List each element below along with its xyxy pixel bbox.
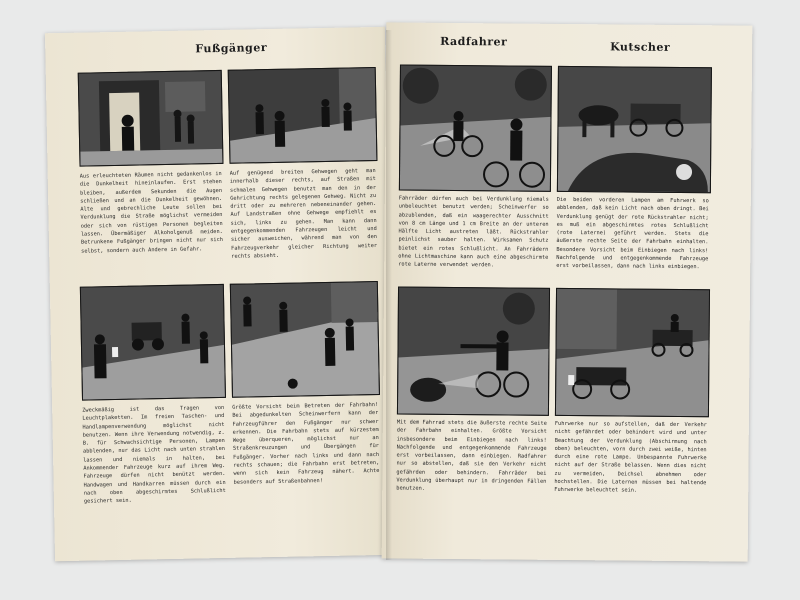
pedestrian-doorway-icon xyxy=(79,71,223,166)
caption-cyclist-2: Mit dem Fahrrad stets die äußerste rechte Seite der Fahrbahn einhalten. Größte Vorsicht insbesondere beim Einbiegen nach links! Nachfolgende und entgegenkommende Fahrzeuge erst vorbeilassen, dann einbiegen. Radfahrer nur so abstellen, daß sie den Verkehr nicht gefährden oder behindern. Fahrräder bei Verdunklung überhaupt nur in dringenden Fällen benutzen. xyxy=(396,419,547,493)
booklet-fold xyxy=(386,30,392,560)
section-heading-fussgaenger: Fußgänger xyxy=(195,41,268,56)
cyclists-road-icon xyxy=(400,66,551,191)
pedestrian-lantern-icon xyxy=(81,285,225,400)
illustration-horse-cart-car xyxy=(557,66,712,193)
illustration-pedestrian-doorway xyxy=(78,70,224,167)
cyclist-signal-icon xyxy=(398,288,549,415)
parked-wagon-icon xyxy=(556,289,709,416)
caption-cyclist-1: Fahrräder dürfen auch bei Verdunklung niemals unbeleuchtet benutzt werden; Scheinwerfer so abzublenden, daß ein waagerechter Ausschnitt von 8 cm Länge und 1 cm Breite an der unteren Hälfte Licht austreten läßt. Rückstrahler peinlichst sauber halten. Wirksamen Schutz bietet ein rotes Schlußlicht. An Fahrrädern ohne Lichtmaschine kann auch eine abgeschirmte rote Laterne verwendet werden. xyxy=(398,195,549,269)
pedestrians-crossing-icon xyxy=(231,282,379,397)
illustration-pedestrians-crossing xyxy=(230,281,380,398)
illustration-parked-wagon xyxy=(555,288,710,417)
section-heading-radfahrer: Radfahrer xyxy=(440,34,508,49)
pedestrians-sidewalk-icon xyxy=(229,68,377,163)
section-heading-kutscher: Kutscher xyxy=(610,40,671,54)
illustration-pedestrian-lantern xyxy=(80,284,226,401)
caption-pedestrian-2: Auf genügend breiten Gehwegen geht man innerhalb dieser rechts, auf Straßen mit schmalen Gehwegen benutzt man den in der Gehrichtung rechts gelegenen Gehweg. Nicht zu dritt oder zu mehreren nebeneinander gehen. Auf Landstraßen ohne Gehwege empfiehlt es sich, links zu gehen. Man kann dann entgegenkommenden Fahrzeugen leicht und sicher ausweichen, während man von den Fahrzeugverkehr gleicher Richtung weiter rechts absieht. xyxy=(229,167,378,260)
illustration-cyclist-signal xyxy=(397,287,550,416)
left-page xyxy=(45,27,395,561)
right-page xyxy=(382,22,753,561)
caption-coachman-1: Die beiden vorderen Lampen am Fuhrwerk so abblenden, daß kein Licht nach oben dringt. Bei Verdunklung genügt der rote Rückstrahler nicht; es muß ein abgeschirmtes rotes Schlußlicht (rote Laterne) geführt werden. Stets die äußerste rechte Seite der Fahrbahn einhalten. Besondere Vorsicht beim Einbiegen nach links! Nachfolgende und entgegenkommende Fahrzeuge erst vorbeilassen, dann nach links einbiegen. xyxy=(556,196,709,271)
caption-pedestrian-1: Aus erleuchteten Räumen nicht gedankenlos in die Dunkelheit hineinlaufen. Erst stehen bleiben, außerdem Sekunden die Augen schließen und an die Dunkelheit gewöhnen. Alte und gebrechliche Leute sollen bei Verdunklung die Straße möglichst vermeiden oder sich von rüstigen Personen begleiten lassen. Übermäßiger Alkoholgenuß meiden. Betrunkene Fußgänger bringen nicht nur sich selbst, sondern auch Andere in Gefahr. xyxy=(79,170,224,255)
illustration-pedestrians-sidewalk xyxy=(228,67,378,164)
horse-cart-car-icon xyxy=(558,67,711,192)
caption-coachman-2: Fuhrwerke nur so aufstellen, daß der Verkehr nicht gefährdet oder behindert wird und unter Beachtung der Verdunklung (Abschirmung nach oben) beleuchten, vorn durch zwei weiße, hinten durch eine rote Lampe. Unbespannte Fuhrwerke nicht auf der Straße belassen. Wenn dies nicht zu vermeiden, Deichsel abnehmen oder hochstellen. Die Laternen müssen bei haltende Fuhrwerke beleuchtet sein. xyxy=(554,420,707,494)
caption-pedestrian-4: Größte Vorsicht beim Betreten der Fahrbahn! Bei abgedunkelten Scheinwerfern kann der Fahrzeugführer den Fußgänger nur schwer erkennen. Die Fahrbahn stets auf kürzestem Wege überqueren, möglichst nur an Straßenkreuzungen und Übergängen für Fußgänger. Vorher nach links und dann nach rechts schauen; die Fahrbahn erst betreten, wenn sich kein Fahrzeug nähert. Achte besonders auf Straßenbahnen! xyxy=(232,401,380,486)
caption-pedestrian-3: Zweckmäßig ist das Tragen von Leuchtplaketten. Im freien Taschen- und Handlampenverwendung möglichst nicht benutzen. Wenn ihre Verwendung notwendig, z. B. für Schwachsichtige Personen, Lampen abblenden, nur das Licht nach unten strahlen lassen und niemals in halten, bei Ankommender Fahrzeuge kurz auf ihrem Weg. Fahrzeuge dürfen nicht benützt werden. Handwagen und Handkarren müssen durch ein nach oben abgeschirmtes Schlußlicht gesichert sein. xyxy=(82,404,226,505)
illustration-cyclists-road xyxy=(399,65,552,192)
